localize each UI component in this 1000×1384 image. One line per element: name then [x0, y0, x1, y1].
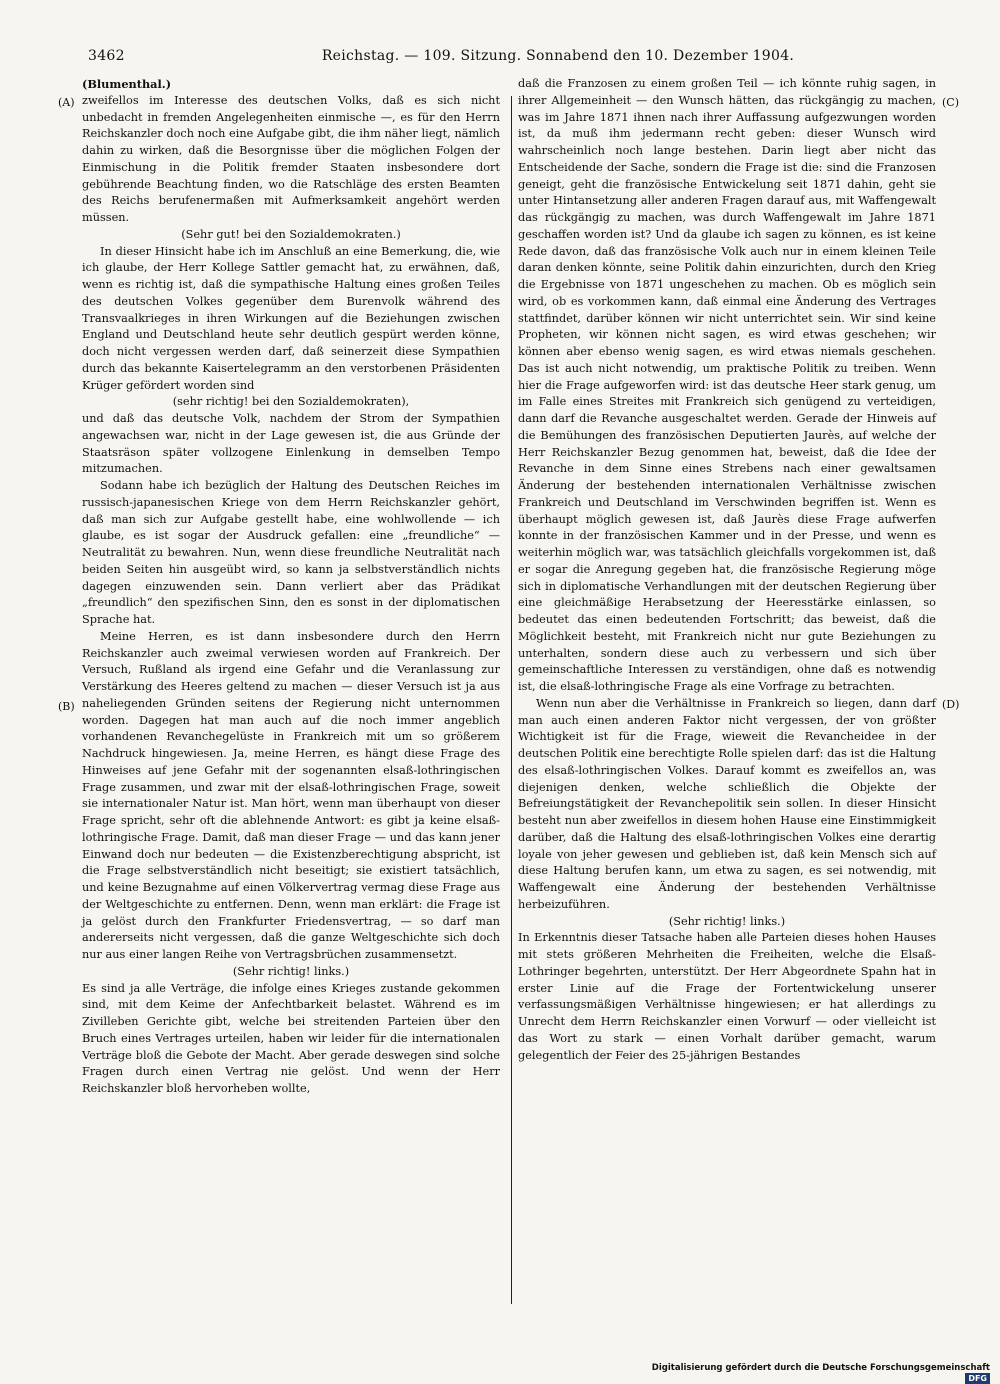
paragraph: und daß das deutsche Volk, nachdem der Strom der Sympathien angewachsen war, nicht in der Lage gewesen ist, die aus Gründe der Staatsräson später vollzogene Einlenkung in demselben Tempo mitzumachen.	[82, 412, 500, 476]
right-column	[518, 76, 936, 1064]
left-column	[82, 76, 500, 1098]
paragraph: Sodann habe ich bezüglich der Haltung des Deutschen Reiches im russisch-japanesischen Kriege von dem Herrn Reichskanzler gehört, daß man sich zur Aufgabe gestellt habe, eine wohlwollende — ich glaube, es ist sogar der Ausdruck gefallen: eine „freundliche“ — Neutralität zu bewahren. Nun, wenn diese freundliche Neutralität nach beiden Seiten hin ausgeübt wird, so kann ja selbstverständlich nichts dagegen einzuwenden sein. Dann verliert aber das Prädikat „freundlich“ den spezifischen Sinn, den es sonst in der diplomatischen Sprache hat.	[82, 479, 500, 626]
interjection: (Sehr richtig! links.)	[232, 964, 350, 978]
speaker-name: (Blumenthal.)	[82, 77, 172, 91]
margin-mark-a: (A)	[58, 96, 75, 109]
paragraph: Es sind ja alle Verträge, die infolge eines Krieges zustande gekommen sind, mit dem Keime der Anfechtbarkeit belastet. Während es im Zivilleben Gerichte gibt, welche bei streitenden Parteien über den Bruch eines Vertrages urteilen, haben wir leider für die internationalen Verträge bloß die Gebote der Macht. Aber gerade deswegen sind solche Fragen durch einen Vertrag nie gelöst. Und wenn der Herr Reichskanzler bloß hervorheben wollte,	[82, 981, 500, 1095]
funding-note: Digitalisierung gefördert durch die Deutsche Forschungsgemeinschaft	[651, 1363, 990, 1373]
page-header	[88, 48, 948, 70]
paragraph: In dieser Hinsicht habe ich im Anschluß an eine Bemerkung, die, wie ich glaube, der Herr Kollege Sattler gemacht hat, zu erwähnen, daß, wenn es richtig ist, daß die sympathische Haltung eines großen Teiles des deutschen Volkes gegenüber dem Burenvolk während des Transvaalkrieges in ihren Wirkungen auf die Beziehungen zwischen England und Deutschland heute sehr deutlich gespürt werden könne, doch nicht vergessen werden darf, daß seinerzeit diese Sympathien durch das bekannte Kaisertelegramm an den verstorbenen Präsidenten Krüger gefördert worden sind	[82, 244, 500, 392]
margin-mark-d: (D)	[942, 698, 960, 711]
interjection: (Sehr richtig! links.)	[668, 914, 786, 928]
paragraph: zweifellos im Interesse des deutschen Volks, daß es sich nicht unbedacht in fremden Angelegenheiten einmische —, es für den Herrn Reichskanzler doch noch eine Aufgabe gibt, die ihm näher liegt, nämlich dahin zu wirken, daß die Besorgnisse über die möglichen Folgen der Einmischung in die Politik fremder Staaten insbesondere dort gebührende Beachtung finden, wo die Ratschläge des ersten Beamten des Reichs berufenermaßen mit Aufmerksamkeit angehört werden müssen.	[82, 93, 500, 224]
page-number: 3462	[88, 48, 125, 64]
running-title: Reichstag. — 109. Sitzung. Sonnabend den 10. Dezember 1904.	[321, 48, 795, 64]
interjection: (Sehr gut! bei den Sozialdemokraten.)	[181, 227, 401, 241]
interjection: (sehr richtig! bei den Sozialdemokraten),	[172, 395, 410, 409]
paragraph: Wenn nun aber die Verhältnisse in Frankreich so liegen, dann darf man auch einen anderen Faktor nicht vergessen, der von größter Wichtigkeit ist für die Frage, wieweit die Revancheidee in der deutschen Politik eine berechtigte Rolle spielen darf: das ist die Haltung des elsaß-lothringischen Volkes. Darauf kommt es zweifellos an, was diejenigen denken, welche schließlich die Objekte der Befreiungstätigkeit der Revanchepolitik sein sollen. In dieser Hinsicht besteht nun aber zweifellos in diesem hohen Hause eine Einstimmigkeit darüber, daß die Haltung des elsaß-lothringischen Volkes eine derartig loyale von jeher gewesen und geblieben ist, daß kein Mensch sich auf diese Haltung berufen kann, um etwa zu sagen, es sei notwendig, mit Waffengewalt eine Änderung der bestehenden Verhältnisse herbeizuführen.	[518, 696, 936, 911]
margin-mark-b: (B)	[58, 700, 75, 713]
paragraph: Meine Herren, es ist dann insbesondere durch den Herrn Reichskanzler auch zweimal verwiesen worden auf Frankreich. Der Versuch, Rußland als irgend eine Gefahr und die Veranlassung zur Verstärkung des Heeres geltend zu machen — dieser Versuch ist ja aus naheliegenden Gründen seitens der Regierung nicht unternommen worden. Dagegen hat man auch auf die noch immer angeblich vorhandenen Revanchegelüste in Frankreich mit um so größerem Nachdruck hingewiesen. Ja, meine Herren, es hängt diese Frage des Hinweises auf jene Gefahr mit der sogenannten elsaß-lothringischen Frage zusammen, und zwar mit der elsaß-lothringischen Frage, soweit sie internationaler Natur ist. Man hört, wenn man überhaupt von dieser Frage spricht, sehr oft die ablehnende Antwort: es gibt ja keine elsaß-lothringische Frage. Damit, daß man dieser Frage — und das kann jener Einwand doch nur bedeuten — die Existenzberechtigung abspricht, ist die Frage selbstverständlich nicht beseitigt; sie existiert tatsächlich, und keine Bezugnahme auf einen Völkervertrag vermag diese Frage aus der Weltgeschichte zu entfernen. Denn, wenn man erklärt: die Frage ist ja gelöst durch den Frankfurter Friedensvertrag, — so darf man andererseits nicht vergessen, daß die ganze Weltgeschichte sich doch nur aus einer langen Reihe von Vertragsbrüchen zusammensetzt.	[82, 629, 500, 961]
dfg-logo: DFG	[965, 1373, 990, 1384]
digitization-footer	[640, 1363, 990, 1383]
margin-mark-c: (C)	[942, 96, 959, 109]
paragraph: In Erkenntnis dieser Tatsache haben alle Parteien dieses hohen Hauses mit stets größeren Mehrheiten die Freiheiten, welche die Elsaß-Lothringer begehrten, unterstützt. Der Herr Abgeordnete Spahn hat in erster Linie auf die Frage der Fortentwickelung unserer verfassungsmäßigen Verhältnisse hingewiesen; er hat allerdings zu Unrecht dem Herrn Reichskanzler einen Vorwurf — oder vielleicht ist das Wort zu stark — einen Vorhalt darüber gemacht, warum gelegentlich der Feier des 25-jährigen Bestandes	[518, 931, 936, 1062]
paragraph: daß die Franzosen zu einem großen Teil — ich könnte ruhig sagen, in ihrer Allgemeinheit — den Wunsch hätten, das rückgängig zu machen, was im Jahre 1871 ihnen nach ihrer Auffassung aufgezwungen worden ist, da muß ihm jedermann recht geben: dieser Wunsch wird wahrscheinlich noch lange bestehen. Darin liegt aber nicht das Entscheidende der Sache, sondern die Frage ist die: sind die Franzosen geneigt, geht die französische Entwickelung seit 1871 dahin, geht sie unter Hintansetzung aller anderen Fragen darauf aus, mit Waffengewalt das rückgängig zu machen, was durch Waffengewalt im Jahre 1871 geschaffen worden ist? Und da glaube ich sagen zu können, es ist keine Rede davon, daß das französische Volk auch nur in einem kleinen Teile daran denken könnte, seine Politik dahin einzurichten, durch den Krieg die Ergebnisse von 1871 ungeschehen zu machen. Ob es möglich sein wird, ob es vorkommen kann, daß einmal eine Änderung des Vertrages stattfindet, darüber können wir nicht unterrichtet sein. Wir sind keine Propheten, wir können nicht sagen, es wird etwas geschehen; wir können aber ebenso wenig sagen, es wird etwas niemals geschehen. Das ist auch nicht notwendig, um praktische Politik zu treiben. Wenn hier die Frage aufgeworfen wird: ist das deutsche Heer stark genug, um im Falle eines Streites mit Frankreich sich genügend zu verteidigen, dann darf die Revanche ausgeschaltet werden. Gerade der Hinweis auf die Bemühungen des französischen Deputierten Jaurès, auf welche der Herr Reichskanzler Bezug genommen hat, beweist, daß die Idee der Revanche in dem Sinne eines Strebens nach einer gewaltsamen Änderung der bestehenden internationalen Verhältnisse zwischen Frankreich und Deutschland im Verschwinden begriffen ist. Wenn es überhaupt möglich gewesen ist, daß Jaurès diese Frage aufwerfen konnte in der französischen Kammer und in der Presse, und wenn es weiterhin möglich war, was tatsächlich gleichfalls vorgekommen ist, daß er sogar die Anregung gegeben hat, die französische Regierung möge sich in diplomatische Verhandlungen mit der deutschen Regierung über eine gleichmäßige Herabsetzung der Heeresstärke einlassen, so bedeutet das einen bedeutenden Fortschritt; das beweist, daß die Möglichkeit besteht, mit Frankreich nicht nur gute Beziehungen zu unterhalten, sondern diese auch zu verbessern und sich über gemeinschaftliche Interessen zu verständigen, ohne daß es notwendig ist, die elsaß-lothringische Frage als eine Vorfrage zu betrachten.	[518, 77, 936, 693]
column-divider	[511, 96, 512, 1304]
